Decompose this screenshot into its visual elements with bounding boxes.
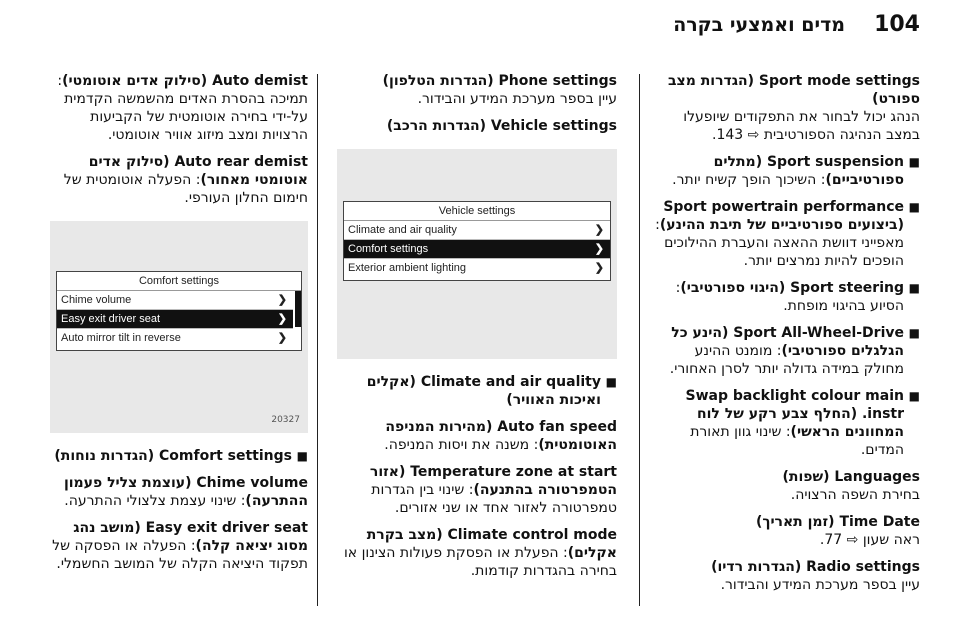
item-body: : הסיוע בהיגוי מופחת.: [675, 280, 904, 314]
list-item: [337, 418, 617, 454]
page-header: [0, 0, 960, 50]
menu-item-comfort[interactable]: [344, 240, 610, 259]
languages-section: [655, 468, 920, 504]
figure-id: 20327: [271, 415, 300, 425]
item-body: : השיכוך הופך קשיח יותר.: [672, 172, 826, 188]
chevron-right-icon: ❯: [594, 224, 604, 236]
time-date-section: [655, 513, 920, 549]
list-item: [337, 526, 617, 580]
item-heading: Sport powertrain performance (ביצועים ספורטיביים של תיבת ההינע): [659, 199, 904, 233]
section-body: עיין בספר מערכת המידע והבידור.: [720, 577, 920, 593]
column-divider: [317, 74, 318, 606]
list-item: [50, 519, 308, 573]
menu-item-label: Easy exit driver seat: [61, 313, 161, 325]
item-heading: Sport All-Wheel-Drive (הינע כל הגלגלים ספורטיבי): [671, 325, 904, 359]
list-item: [655, 279, 920, 315]
page-number: 104: [874, 12, 920, 37]
screen-title: Comfort settings: [57, 272, 301, 291]
item-heading: Chime volume (עוצמת צליל פעמון ההתרעה): [63, 475, 308, 509]
menu-item-label: Climate and air quality: [348, 224, 457, 236]
screen-title: Vehicle settings: [344, 202, 610, 221]
section-body: בחירת השפה הרצויה.: [790, 487, 920, 503]
display-screen: [56, 271, 302, 351]
menu-item-label: Exterior ambient lighting: [348, 262, 467, 274]
menu-item-chime-volume[interactable]: [57, 291, 293, 310]
chevron-right-icon: ❯: [594, 243, 604, 255]
section-heading: Languages (שפות): [782, 469, 920, 485]
chevron-right-icon: ❯: [277, 332, 287, 344]
list-item: [50, 153, 308, 207]
section-body: ראה שעון ⇨ 77.: [819, 532, 920, 548]
menu-item-label: Chime volume: [61, 294, 132, 306]
list-item: [655, 324, 920, 378]
menu-item-label: Auto mirror tilt in reverse: [61, 332, 181, 344]
section-heading: Sport mode settings (הגדרות מצב ספורט): [668, 73, 920, 107]
item-body: : הפעלה אוטומטית של חימום החלון העורפי.: [63, 172, 308, 206]
item-heading: Temperature zone at start (אזור הטמפרטורה בהתנעה): [369, 464, 617, 498]
vehicle-section: [337, 117, 617, 135]
vehicle-settings-figure: [337, 149, 617, 359]
item-heading: Auto fan speed (מהירות המניפה האוטומטית): [385, 419, 617, 453]
item-heading: Easy exit driver seat (מושב נהג מסוג יציאה קלה): [73, 520, 308, 554]
climate-section: [337, 373, 617, 409]
list-item: [655, 198, 920, 270]
section-body: הנהג יכול לבחור את התפקודים שיופעלו במצב הנהיגה הספורטיבית ⇨ 143.: [683, 109, 920, 143]
sport-mode-section: [655, 72, 920, 144]
item-body: : שינוי עצמת צלצולי ההתרעה.: [64, 493, 246, 509]
item-body: : משנה את ויסות המניפה.: [384, 437, 539, 453]
middle-column: [337, 72, 617, 589]
comfort-section: [50, 447, 308, 465]
item-heading: Climate control mode (מצב בקרת אקלים): [366, 527, 617, 561]
comfort-settings-figure: [50, 221, 308, 433]
menu-item-mirror-tilt[interactable]: [57, 329, 293, 347]
item-body: : שינוי בין הגדרות טמפרטורה לאזור אחד או שני אזורים.: [371, 482, 617, 516]
phone-section: [337, 72, 617, 108]
item-body: : הפעלת או הפסקת פעולות הצינון או בחירה בהגדרות קודמות.: [343, 545, 617, 579]
section-heading: Time Date (זמן תאריך): [755, 514, 920, 530]
section-heading: Vehicle settings (הגדרות הרכב): [386, 118, 617, 134]
item-body: : שינוי גוון תאורת המדים.: [690, 424, 904, 458]
item-heading: Auto demist (סילוק אדים אוטומטי): [62, 73, 308, 89]
item-body: : מומנט ההינע מחולק במידה גדולה יותר לסרן האחורי.: [669, 343, 904, 377]
item-heading: Sport suspension (מתלים ספורטיביים): [713, 154, 904, 188]
chevron-right-icon: ❯: [277, 294, 287, 306]
item-heading: Sport steering (היגוי ספורטיבי): [680, 280, 904, 296]
right-column: [655, 72, 920, 603]
item-heading: Swap backlight colour main instr. (החלף צבע רקע של לוח המחוונים הראשי): [685, 388, 904, 440]
section-heading: ■ Comfort settings (הגדרות נוחות): [54, 448, 292, 464]
menu-item-climate[interactable]: [344, 221, 610, 240]
column-divider: [639, 74, 640, 606]
menu-item-label: Comfort settings: [348, 243, 429, 255]
list-item: [655, 387, 920, 459]
menu-item-exterior-lighting[interactable]: [344, 259, 610, 277]
list-item: [655, 153, 920, 189]
list-item: [50, 72, 308, 144]
page-title: מדים ואמצעי בקרה: [673, 14, 845, 36]
chevron-right-icon: ❯: [277, 313, 287, 325]
display-screen: [343, 201, 611, 281]
item-body: : מאפייני דוושת ההאצה והעברת ההילוכים הופכים להיות נמרצים יותר.: [655, 217, 904, 269]
list-item: [337, 463, 617, 517]
item-heading: Auto rear demist (סילוק אדים אוטומטי מאחור): [88, 154, 308, 188]
list-item: [50, 474, 308, 510]
section-body: עיין בספר מערכת המידע והבידור.: [417, 91, 617, 107]
item-body: : הפעלה או הפסקה של תפקוד היציאה הקלה של המושב החשמלי.: [52, 538, 308, 572]
left-column: [50, 72, 308, 582]
radio-section: [655, 558, 920, 594]
chevron-right-icon: ❯: [594, 262, 604, 274]
section-heading: Phone settings (הגדרות הטלפון): [382, 73, 617, 89]
section-heading: ■ Climate and air quality (אקלים ואיכות האוויר): [366, 374, 601, 408]
item-body: : תמיכה בהסרת האדים מהשמשה הקדמית על-ידי בחירה אוטומטית של הקביעות הרצויות ומצב מיזוג אוויר אוטומטי.: [57, 73, 308, 143]
section-heading: Radio settings (הגדרות רדיו): [711, 559, 920, 575]
menu-item-easy-exit[interactable]: [57, 310, 293, 329]
scrollbar[interactable]: [295, 291, 301, 327]
